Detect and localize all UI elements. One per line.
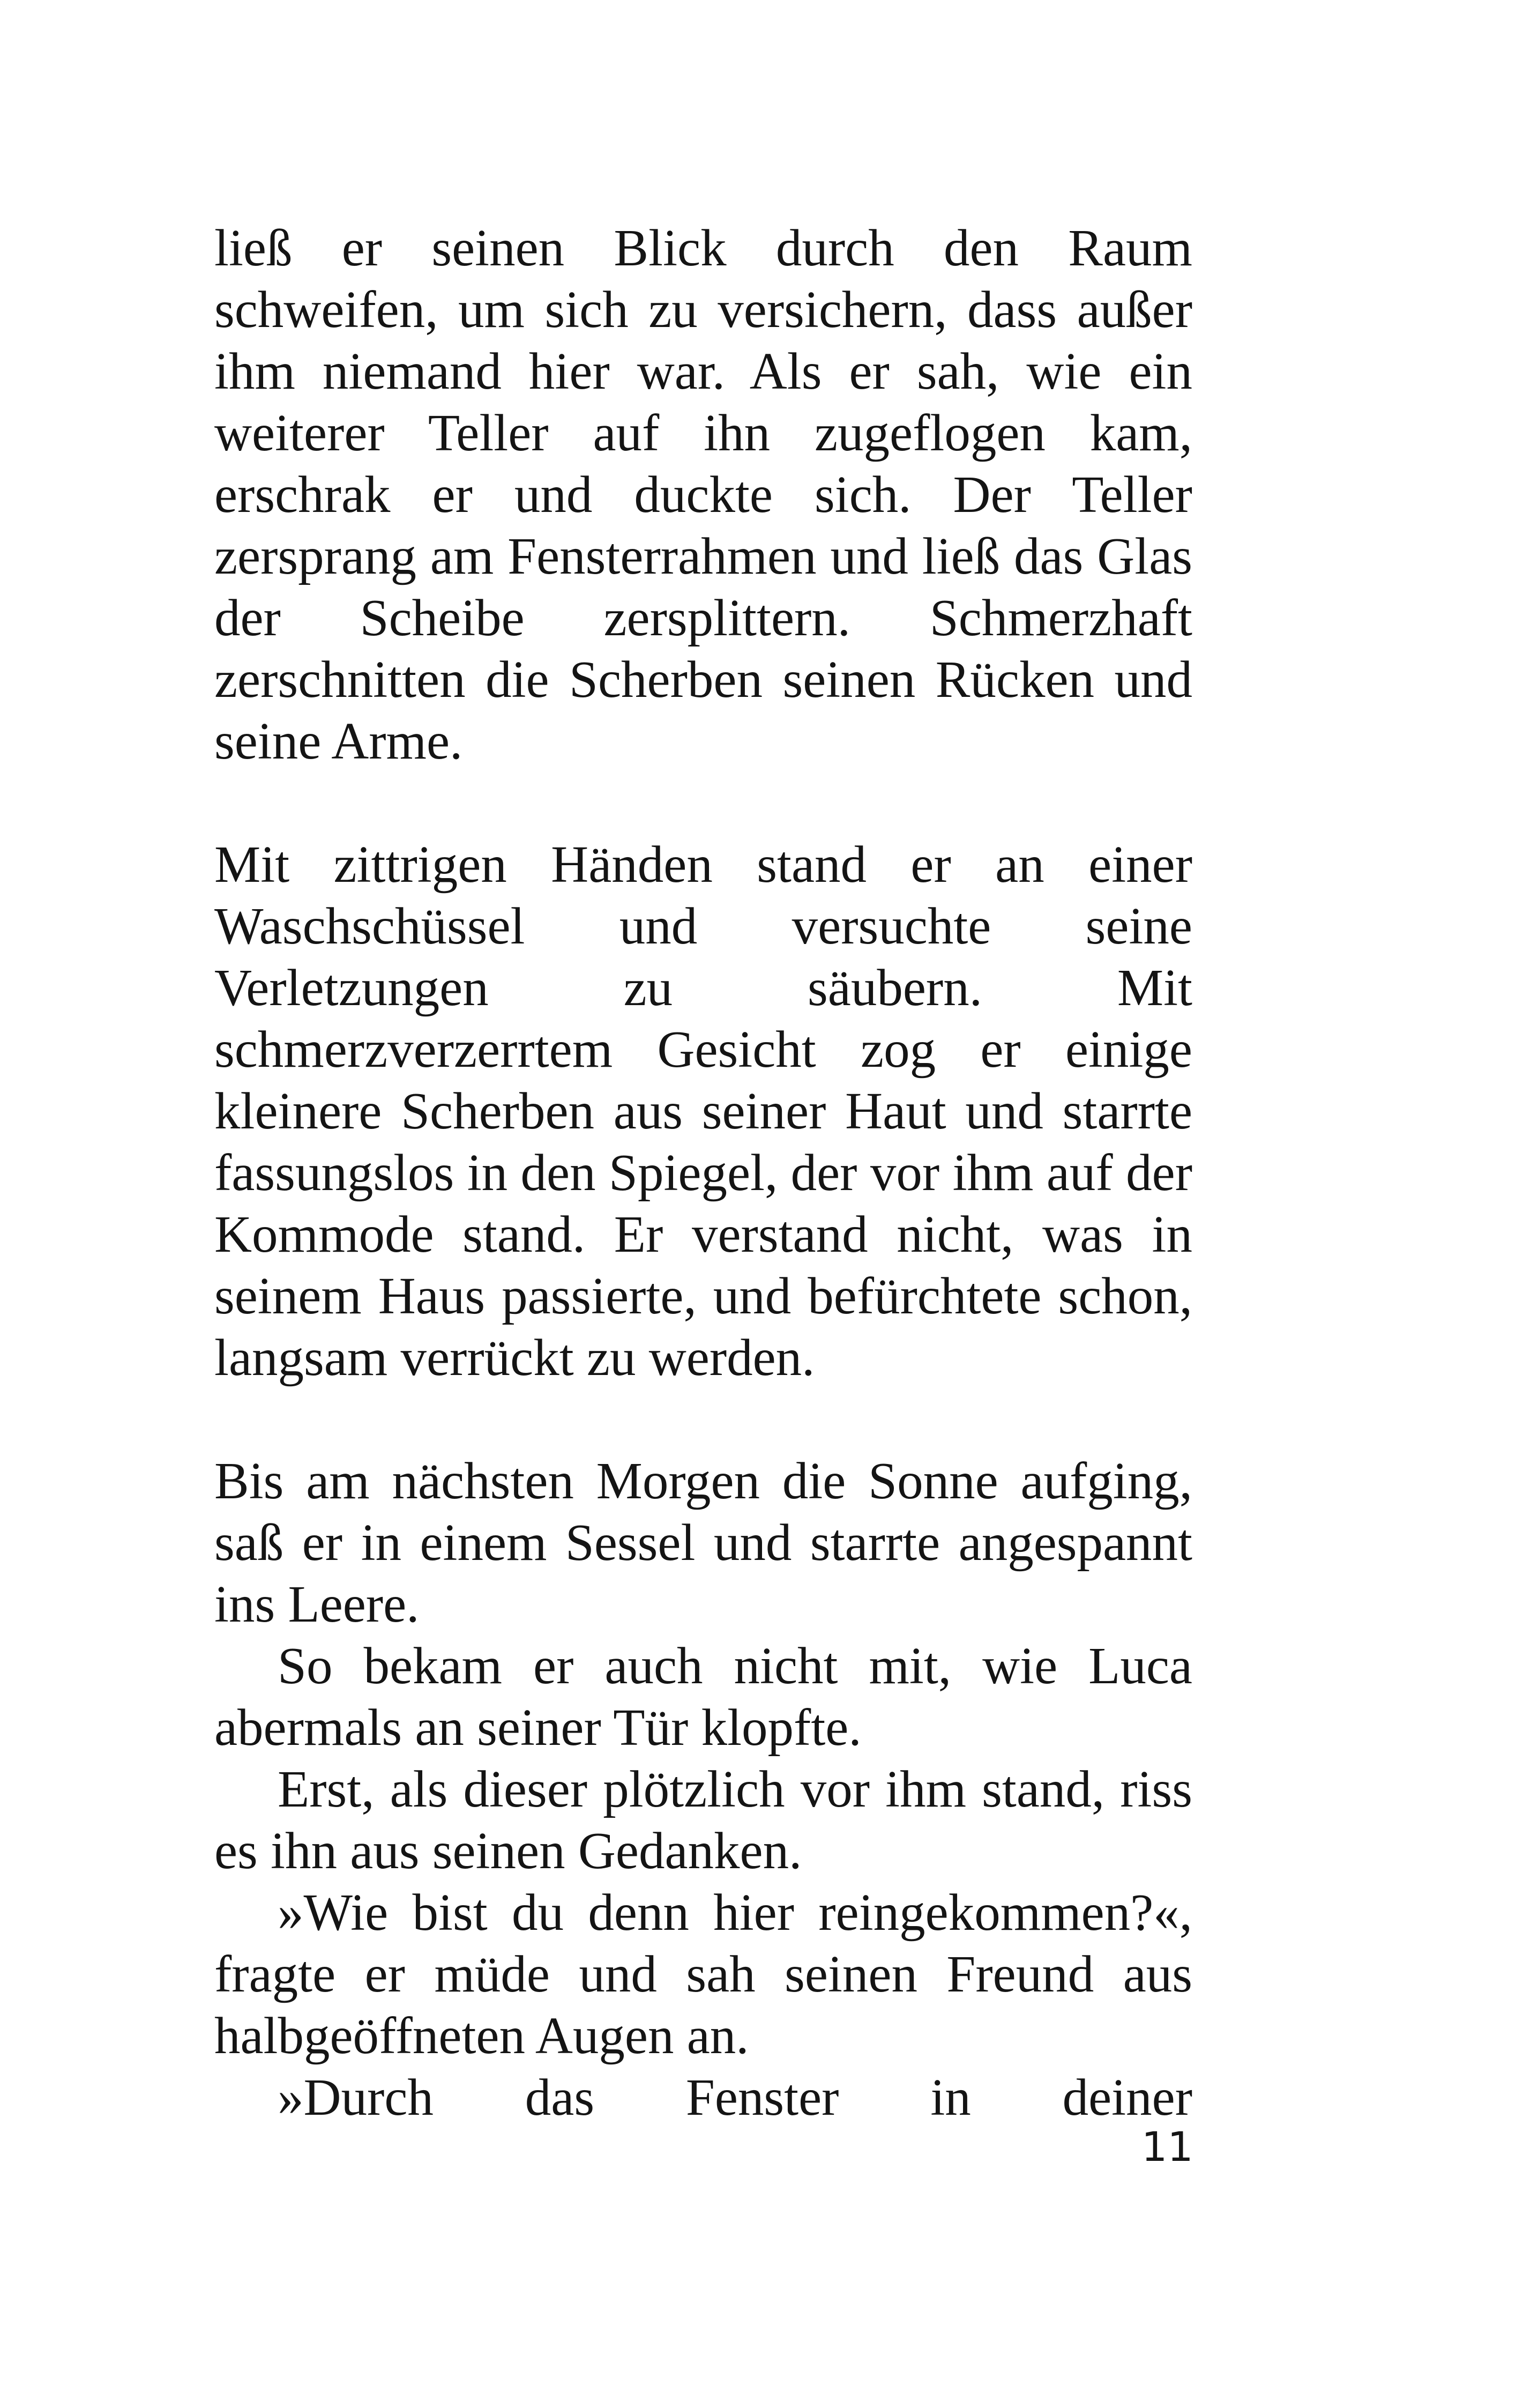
text-line: Erst, als dieser plötzlich vor ihm stand, riss (278, 1760, 1192, 1818)
text-line: Verletzungen zu säubern. Mit (214, 959, 1192, 1016)
text-line: Kommode stand. Er verstand nicht, was in (214, 1206, 1192, 1263)
text-line: zersprang am Fensterrahmen und ließ das Glas (214, 527, 1192, 585)
text-line: ihm niemand hier war. Als er sah, wie ein (214, 343, 1192, 400)
text-line: langsam verrückt zu werden. (214, 1329, 815, 1386)
text-line: es ihn aus seinen Gedanken. (214, 1822, 802, 1879)
text-line: abermals an seiner Tür klopfte. (214, 1699, 862, 1756)
text-line: weiterer Teller auf ihn zugeflogen kam, (214, 404, 1192, 462)
text-line: seinem Haus passierte, und befürchtete schon, (214, 1267, 1192, 1325)
text-line: Waschschüssel und versuchte seine (214, 897, 1192, 955)
text-line: »Wie bist du denn hier reingekommen?«, (278, 1884, 1192, 1941)
paragraph-gap (214, 772, 1192, 834)
text-line: Mit zittrigen Händen stand er an einer (214, 836, 1192, 893)
text-line: So bekam er auch nicht mit, wie Luca (278, 1637, 1192, 1694)
text-line: halbgeöffneten Augen an. (214, 2007, 749, 2064)
page-number: 11 (1141, 2123, 1193, 2171)
paragraph-gap (214, 1388, 1192, 1450)
text-line: ließ er seinen Blick durch den Raum (214, 219, 1192, 277)
text-line: zerschnitten die Scherben seinen Rücken und (214, 651, 1192, 708)
text-line: kleinere Scherben aus seiner Haut und starrte (214, 1082, 1192, 1140)
text-line: fragte er müde und sah seinen Freund aus (214, 1945, 1192, 2003)
text-line: schmerzverzerrtem Gesicht zog er einige (214, 1021, 1192, 1078)
text-line: Bis am nächsten Morgen die Sonne aufging, (214, 1452, 1192, 1510)
text-line: schweifen, um sich zu versichern, dass außer (214, 281, 1192, 338)
text-line: erschrak er und duckte sich. Der Teller (214, 466, 1192, 523)
text-line: fassungslos in den Spiegel, der vor ihm auf der (214, 1144, 1192, 1201)
body-text (214, 217, 1192, 2128)
text-line: seine Arme. (214, 712, 463, 770)
text-line: ins Leere. (214, 1575, 420, 1633)
text-line: saß er in einem Sessel und starrte angespannt (214, 1514, 1192, 1571)
text-line: »Durch das Fenster in deiner (278, 2069, 1192, 2126)
text-line: der Scheibe zersplittern. Schmerzhaft (214, 589, 1192, 646)
